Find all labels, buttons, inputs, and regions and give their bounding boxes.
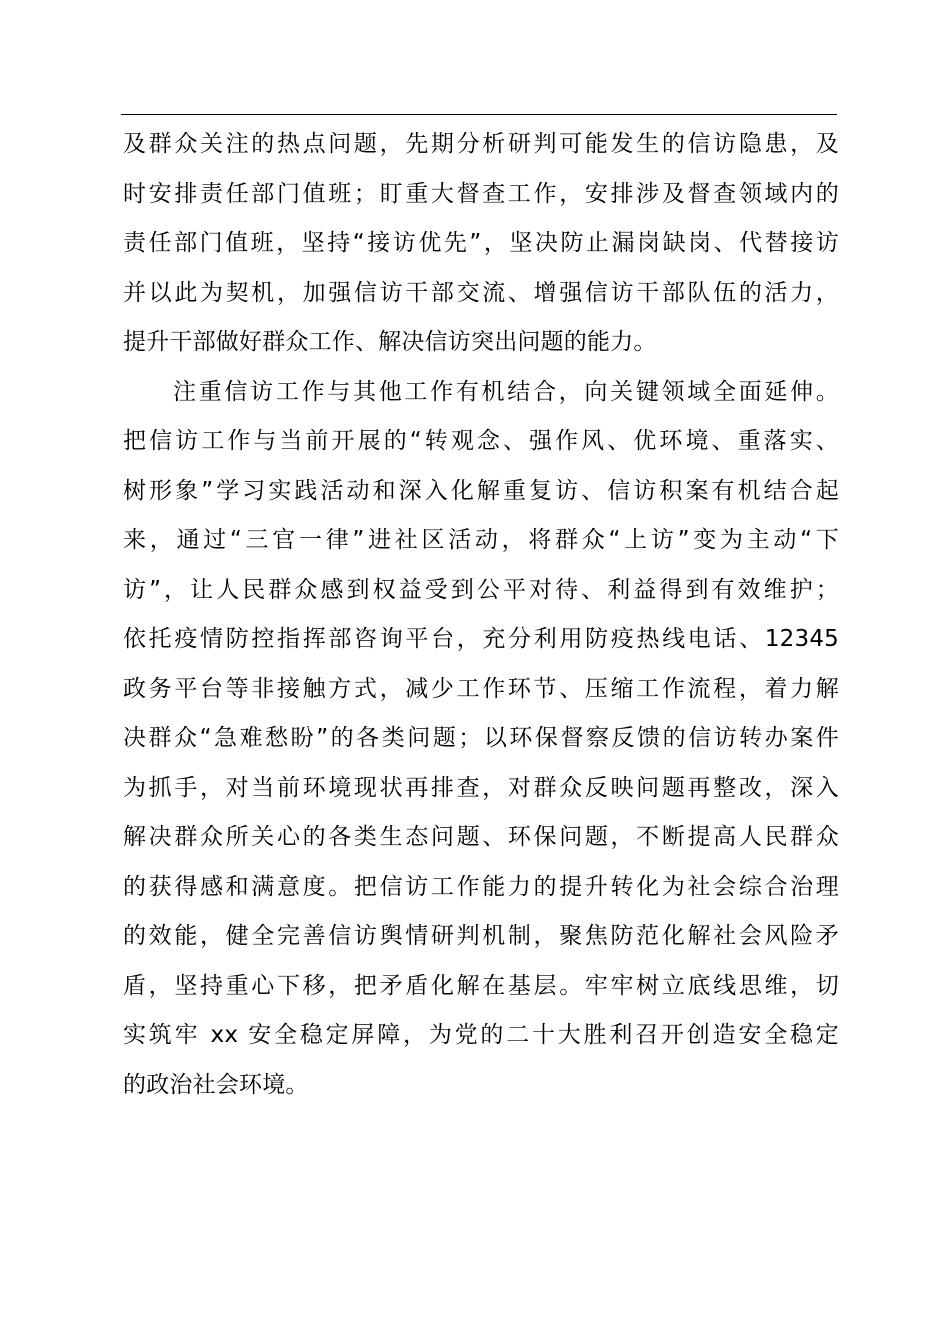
text-line: 提升干部做好群众工作、解决信访突出问题的能力。 — [123, 329, 657, 355]
text-line: 实筑牢 xx 安全稳定屏障，为党的二十大胜利召开创造安全稳定 — [123, 1022, 839, 1048]
text-line: 来，通过“三官一律”进社区活动，将群众“上访”变为主动“下 — [123, 527, 839, 553]
text-line: 政务平台等非接触方式，减少工作环节、压缩工作流程，着力解 — [123, 675, 839, 702]
text-line: 时安排责任部门值班；盯重大督查工作，安排涉及督查领域内的 — [123, 180, 839, 207]
text-line: 及群众关注的热点问题，先期分析研判可能发生的信访隐患，及 — [123, 131, 839, 157]
text-line: 决群众“急难愁盼”的各类问题；以环保督察反馈的信访转办案件 — [123, 725, 839, 751]
text-line: 把信访工作与当前开展的“转观念、强作风、优环境、重落实、 — [123, 428, 839, 454]
text-line: 解决群众所关心的各类生态问题、环保问题，不断提高人民群众 — [123, 824, 839, 850]
text-line: 盾，坚持重心下移，把矛盾化解在基层。牢牢树立底线思维，切 — [123, 972, 839, 999]
text-line: 的效能，健全完善信访舆情研判机制，聚焦防范化解社会风险矛 — [123, 923, 839, 949]
document-body — [123, 120, 839, 1110]
text-line: 并以此为契机，加强信访干部交流、增强信访干部队伍的活力， — [123, 279, 839, 306]
text-line: 为抓手，对当前环境现状再排查，对群众反映问题再整改，深入 — [123, 774, 839, 801]
text-line: 的政治社会环境。 — [123, 1071, 309, 1098]
text-line: 的获得感和满意度。把信访工作能力的提升转化为社会综合治理 — [123, 873, 839, 900]
header-rule — [121, 114, 837, 115]
text-line: 注重信访工作与其他工作有机结合，向关键领域全面延伸。 — [173, 378, 839, 405]
paragraph-1 — [123, 120, 839, 368]
text-line: 访”，让人民群众感到权益受到公平对待、利益得到有效维护； — [123, 576, 839, 603]
text-line: 依托疫情防控指挥部咨询平台，充分利用防疫热线电话、12345 — [123, 626, 839, 652]
paragraph-2 — [123, 368, 839, 1111]
text-line: 责任部门值班，坚持“接访优先”，坚决防止漏岗缺岗、代替接访 — [123, 230, 839, 256]
text-line: 树形象”学习实践活动和深入化解重复访、信访积案有机结合起 — [123, 477, 839, 504]
